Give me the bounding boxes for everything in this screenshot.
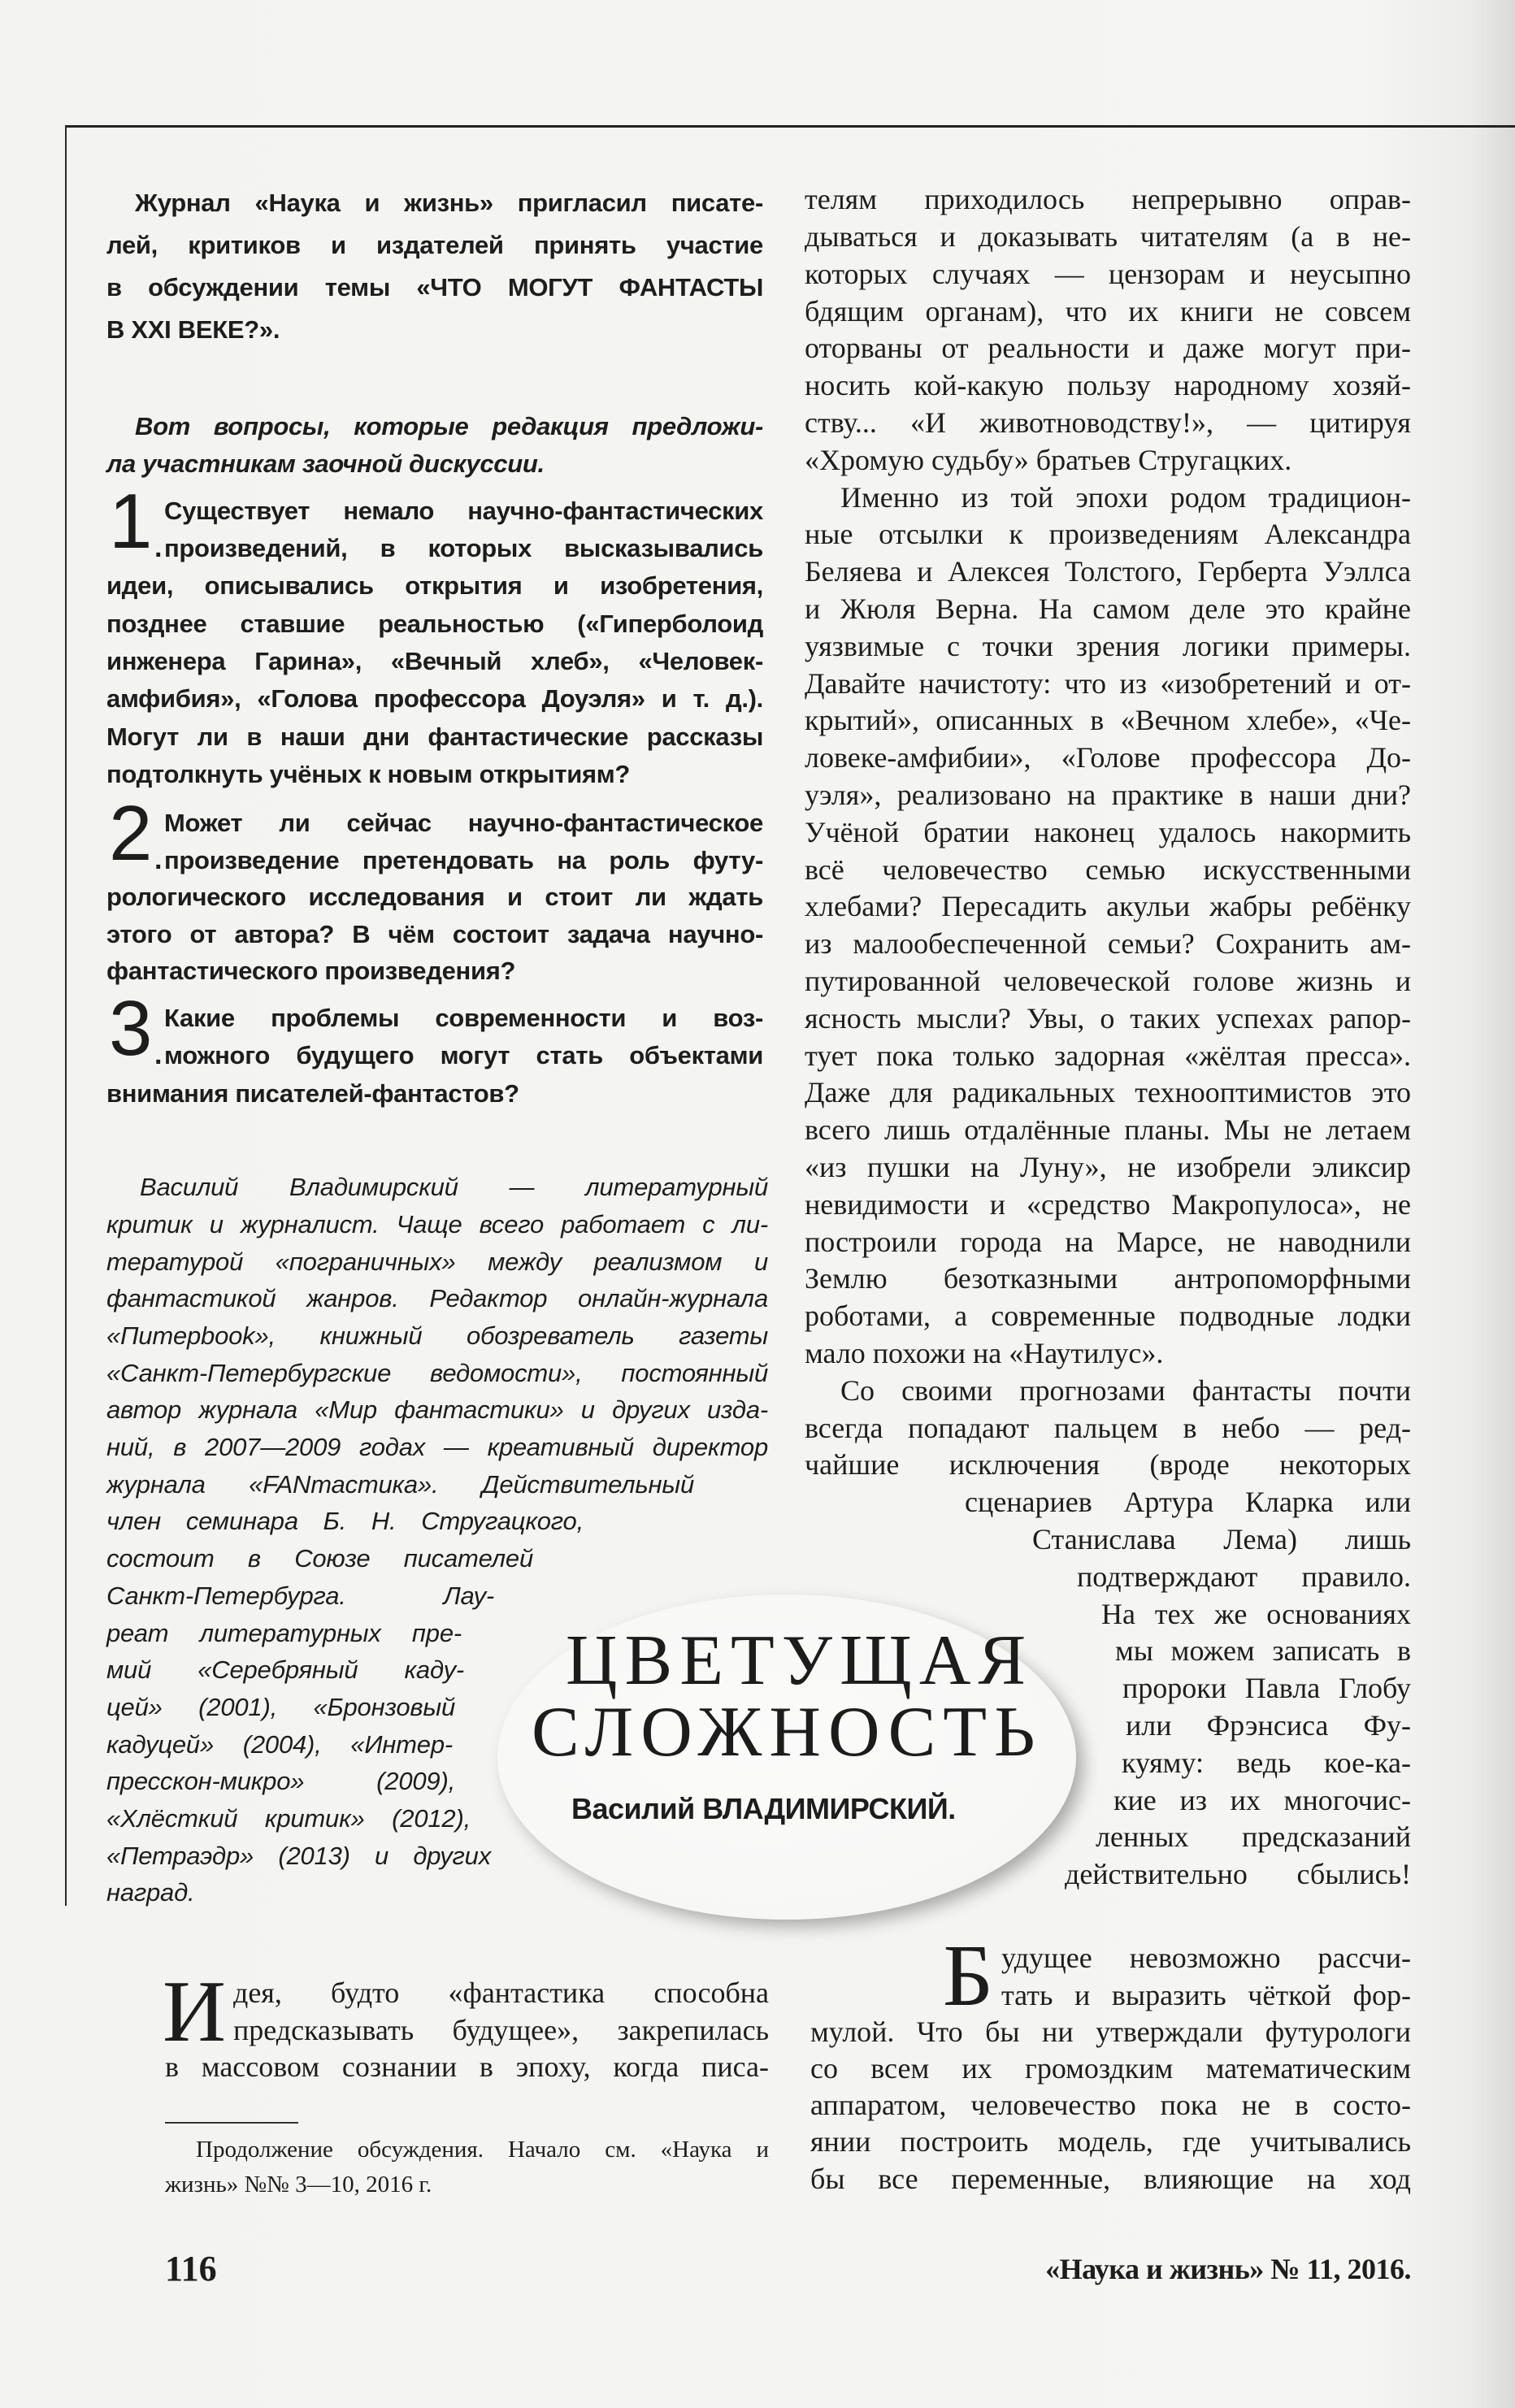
body-line: ству... «И животноводству!», — цитируя xyxy=(805,406,1411,439)
bio-line: кадуцей» (2004), «Интер- xyxy=(106,1729,453,1759)
body-line: Давайте начистоту: что из «изобретений и от- xyxy=(805,666,1411,700)
body-line: из малообеспеченной семьи? Сохранить ам- xyxy=(805,927,1411,961)
question-number-dot: . xyxy=(154,1039,163,1070)
bio-line: Санкт-Петербурга. Лау- xyxy=(106,1581,494,1610)
body-line: мало похожи на «Наутилус». xyxy=(805,1336,1164,1369)
body-line: кие из их многочис- xyxy=(1113,1783,1411,1816)
bio-line: наград. xyxy=(106,1878,195,1907)
intro-line: В XXI ВЕКЕ?». xyxy=(106,315,280,344)
page-number: 116 xyxy=(165,2249,217,2289)
question-number-dot: . xyxy=(154,532,163,563)
article-title-line2: СЛОЖНОСТЬ xyxy=(532,1693,1043,1772)
lead-line: ла участникам заочной дискуссии. xyxy=(106,449,545,478)
bio-line: пресскон-микро» (2009), xyxy=(106,1767,455,1796)
body-line: невидимости и «средство Макропулоса», не xyxy=(805,1187,1411,1221)
body-line: Учёной братии наконец удалось накормить xyxy=(805,815,1411,848)
body-line: действительно сбылись! xyxy=(1065,1858,1411,1891)
footnote-line: жизнь» №№ 3—10, 2016 г. xyxy=(165,2171,432,2198)
question-line: идеи, описывались открытия и изобретения, xyxy=(106,571,763,601)
body-line: всего лишь отдалённые планы. Мы не летаем xyxy=(805,1113,1411,1147)
bio-line: «Петраэдр» (2013) и других xyxy=(106,1841,491,1870)
left-rule xyxy=(65,126,67,1906)
bio-line: «Санкт-Петербургские ведомости», постоянный xyxy=(106,1358,768,1387)
body-line: всегда попадают пальцем в небо — ред- xyxy=(805,1411,1411,1444)
bio-line: тературой «пограничных» между реализмом и xyxy=(106,1247,768,1276)
bio-line: состоит в Союзе писателей xyxy=(106,1544,533,1573)
question-line: этого от автора? В чём состоит задача научно- xyxy=(106,919,763,948)
body-line: ленных предсказаний xyxy=(1096,1820,1411,1854)
body-line: Станислава Лема) лишь xyxy=(1032,1522,1411,1555)
question-line: можного будущего могут стать объектами xyxy=(164,1041,763,1070)
body-line: Со своими прогнозами фантасты почти xyxy=(840,1373,1411,1407)
question-line: Может ли сейчас научно-фантастическое xyxy=(164,809,763,838)
body-line: оторваны от реальности и даже могут при- xyxy=(805,332,1411,365)
magazine-issue: «Наука и жизнь» № 11, 2016. xyxy=(1045,2253,1411,2285)
body-line: пророки Павла Глобу xyxy=(1122,1672,1411,1705)
question-number: 3 xyxy=(109,985,153,1072)
body-line: или Фрэнсиса Фу- xyxy=(1126,1708,1411,1742)
body-line: роботами, а современные подводные лодки xyxy=(805,1299,1411,1333)
bio-line: цей» (2001), «Бронзовый xyxy=(106,1692,455,1721)
body-line: уэля», реализовано на практике в наши дни? xyxy=(805,778,1411,811)
question-line: подтолкнуть учёных к новым открытиям? xyxy=(106,759,631,788)
body-line: со всем их громоздким математическим xyxy=(810,2052,1411,2085)
body-line: аппаратом, человечество пока не в состо- xyxy=(810,2089,1411,2122)
question-line: произведение претендовать на роль футу- xyxy=(164,845,763,874)
bio-line: фантастикой жанров. Редактор онлайн-журнала xyxy=(106,1284,768,1313)
body-line: удущее невозможно рассчи- xyxy=(1001,1942,1411,1975)
question-number-dot: . xyxy=(154,844,163,875)
body-line: подтверждают правило. xyxy=(1077,1560,1411,1593)
body-line: хлебами? Пересадить акульи жабры ребёнку xyxy=(805,890,1411,923)
question-line: инженера Гарина», «Вечный хлеб», «Человек- xyxy=(106,647,763,676)
footnote-rule xyxy=(165,2122,298,2124)
drop-cap-right: Б xyxy=(943,1928,994,2024)
body-line: уязвимые с точки зрения логики примеры. xyxy=(805,629,1411,662)
body-line: ловеке-амфибии», «Голове профессора До- xyxy=(805,741,1411,774)
question-line: произведений, в которых высказывались xyxy=(164,534,763,563)
bio-line: член семинара Б. Н. Стругацкого, xyxy=(106,1507,584,1536)
body-line: в массовом сознании в эпоху, когда писа- xyxy=(165,2050,769,2084)
body-line: ные отсылки к произведениям Александра xyxy=(805,518,1411,551)
body-line: построили города на Марсе, не наводнили xyxy=(805,1225,1411,1258)
body-line: крытий», описанных в «Вечном хлебе», «Че- xyxy=(805,704,1411,737)
bio-line: реат литературных пре- xyxy=(106,1618,462,1647)
body-line: и Жюля Верна. На самом деле это крайне xyxy=(805,592,1411,625)
intro-line: в обсуждении темы «ЧТО МОГУТ ФАНТАСТЫ xyxy=(106,273,763,302)
body-line: «из пушки на Луну», не изобрели эликсир xyxy=(805,1150,1411,1183)
question-line: амфибия», «Голова профессора Доуэля» и т. д.). xyxy=(106,684,763,714)
question-line: позднее ставшие реальностью («Гиперболоид xyxy=(106,609,763,638)
body-line: мулой. Что бы ни утверждали футурологи xyxy=(810,2015,1411,2048)
body-line: путированной человеческой голове жизнь и xyxy=(805,964,1411,997)
body-line: сценариев Артура Кларка или xyxy=(965,1486,1411,1519)
bio-line: мий «Серебряный каду- xyxy=(106,1655,464,1685)
bio-line: журнала «FANтастика». Действительный xyxy=(106,1469,694,1499)
body-line: бы все переменные, влияющие на ход xyxy=(810,2162,1411,2195)
body-line: носить кой-какую пользу народному хозяй- xyxy=(805,369,1411,402)
top-rule xyxy=(65,125,1515,128)
article-title-line1: ЦВЕТУЩАЯ xyxy=(566,1621,1034,1700)
question-number: 1 xyxy=(109,478,153,565)
drop-cap-left: И xyxy=(163,1963,226,2060)
body-line: бдящим органам), что их книги не совсем xyxy=(805,294,1411,328)
intro-line: лей, критиков и издателей принять участие xyxy=(106,231,763,259)
body-line: чайшие исключения (вроде некоторых xyxy=(805,1448,1411,1482)
body-line: тать и выразить чёткой фор- xyxy=(1001,1978,1411,2011)
footnote-line: Продолжение обсуждения. Начало см. «Наука и xyxy=(196,2136,769,2163)
body-line: тует пока только задорная «жёлтая пресса». xyxy=(805,1039,1411,1072)
body-line: телям приходилось непрерывно оправ- xyxy=(805,183,1411,216)
question-line: Какие проблемы современности и воз- xyxy=(164,1003,763,1032)
body-line: Беляева и Алексея Толстого, Герберта Уэллса xyxy=(805,555,1411,588)
question-line: Существует немало научно-фантастических xyxy=(164,496,763,525)
question-line: Могут ли в наши дни фантастические рассказы xyxy=(106,722,763,751)
body-line: «Хромую судьбу» братьев Стругацких. xyxy=(805,443,1292,476)
bio-line: «Хлёсткий критик» (2012), xyxy=(106,1804,471,1833)
body-line: янии построить модель, где учитывались xyxy=(810,2125,1411,2159)
question-number: 2 xyxy=(109,790,153,877)
body-line: которых случаях — цензорам и неусыпно xyxy=(805,257,1411,290)
question-line: фантастического произведения? xyxy=(106,957,516,986)
body-line: Землю безотказными антропоморфными xyxy=(805,1262,1411,1295)
body-line: дея, будто «фантастика способна xyxy=(233,1976,769,2010)
lead-line: Вот вопросы, которые редакция предложи- xyxy=(135,412,763,440)
body-line: ясность мысли? Увы, о таких успехах рапор- xyxy=(805,1001,1411,1035)
body-line: На тех же основаниях xyxy=(1101,1597,1411,1630)
body-line: всё человечество семью искусственными xyxy=(805,853,1411,886)
body-line: Даже для радикальных технооптимистов это xyxy=(805,1076,1411,1109)
bio-line: «Питерbook», книжный обозреватель газеты xyxy=(106,1321,768,1350)
body-line: дываться и доказывать читателям (а в не- xyxy=(805,219,1411,253)
question-line: рологического исследования и стоит ли ждать xyxy=(106,883,763,912)
bio-line: Василий Владимирский — литературный xyxy=(140,1173,768,1202)
bio-line: автор журнала «Мир фантастики» и других изда- xyxy=(106,1395,768,1425)
intro-line: Журнал «Наука и жизнь» пригласил писате- xyxy=(135,189,763,217)
body-line: предсказывать будущее», закрепилась xyxy=(233,2013,769,2046)
question-line: внимания писателей-фантастов? xyxy=(106,1078,519,1108)
body-line: мы можем записать в xyxy=(1115,1634,1411,1668)
body-line: куяму: ведь кое-ка- xyxy=(1122,1746,1411,1779)
article-author: Василий ВЛАДИМИРСКИЙ. xyxy=(571,1792,956,1825)
bio-line: критик и журналист. Чаще всего работает с ли- xyxy=(106,1209,768,1239)
body-line: Именно из той эпохи родом традицион- xyxy=(840,480,1411,514)
bio-line: ний, в 2007—2009 годах — креативный директор xyxy=(106,1433,768,1462)
